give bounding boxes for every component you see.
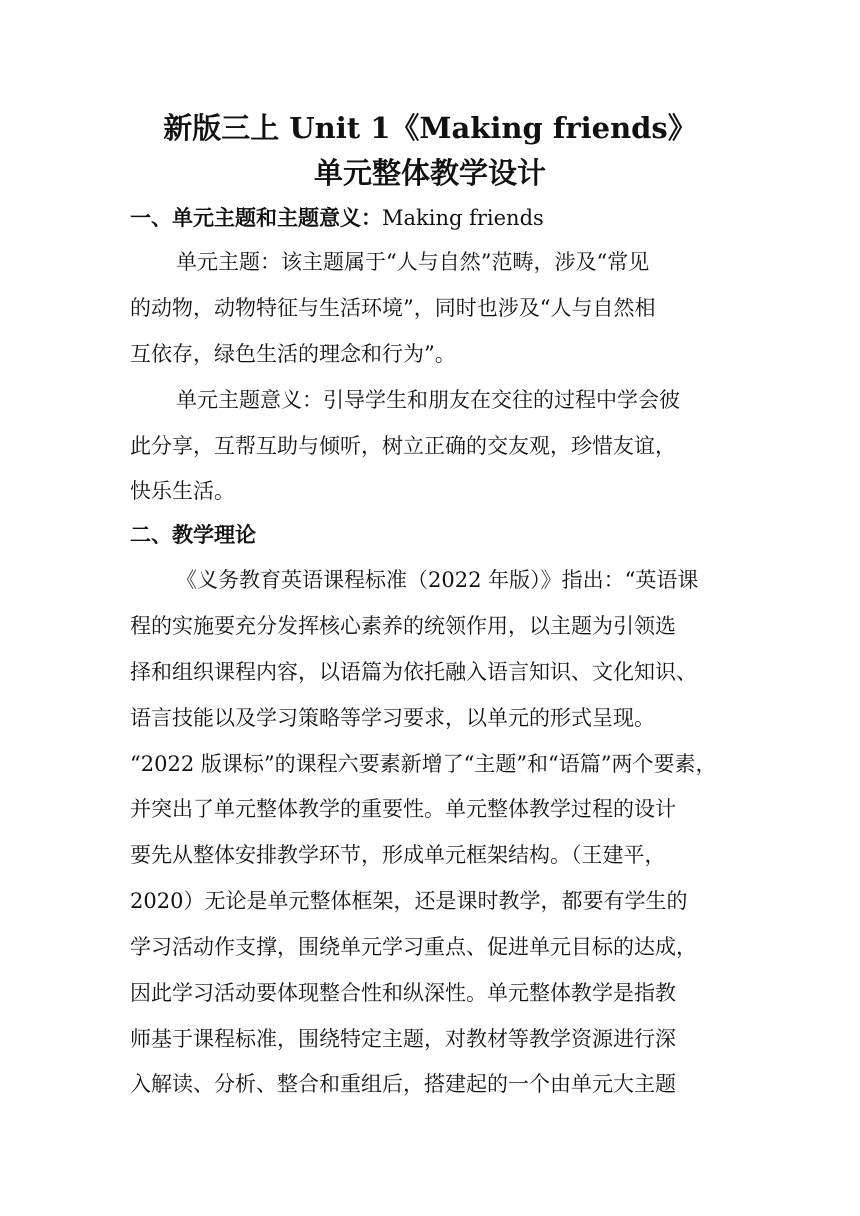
document-title-line-1: 新版三上 Unit 1《Making friends》 bbox=[163, 111, 697, 145]
theory-paragraph-line: 并突出了单元整体教学的重要性。单元整体教学过程的设计 bbox=[130, 797, 676, 821]
document-title-line-2: 单元整体教学设计 bbox=[313, 156, 546, 190]
meaning-paragraph-line: 此分享，互帮互助与倾听，树立正确的交友观，珍惜友谊， bbox=[130, 434, 676, 458]
theme-paragraph-line: 单元主题：该主题属于“人与自然”范畴，涉及“常见 bbox=[176, 250, 650, 274]
theory-paragraph-line: 语言技能以及学习策略等学习要求，以单元的形式呈现。 bbox=[130, 706, 655, 730]
theory-paragraph-line: 《义务教育英语课程标准（2022 年版）》指出：“英语课 bbox=[176, 568, 699, 592]
section-1-heading-theme: Making friends bbox=[382, 206, 544, 230]
section-2-heading: 二、教学理论 bbox=[130, 522, 256, 547]
theme-paragraph-line: 的动物，动物特征与生活环境”，同时也涉及“人与自然相 bbox=[130, 296, 656, 320]
section-1-heading-prefix: 一、单元主题和主题意义： bbox=[130, 205, 382, 230]
theory-paragraph-line: 择和组织课程内容，以语篇为依托融入语言知识、文化知识、 bbox=[130, 660, 697, 684]
section-1-heading bbox=[130, 204, 544, 232]
theory-paragraph-line: 师基于课程标准，围绕特定主题，对教材等教学资源进行深 bbox=[130, 1027, 676, 1051]
theory-paragraph-line: 学习活动作支撑，围绕单元学习重点、促进单元目标的达成， bbox=[130, 935, 697, 959]
theory-paragraph-line: 因此学习活动要体现整合性和纵深性。单元整体教学是指教 bbox=[130, 981, 676, 1005]
meaning-paragraph-line: 单元主题意义：引导学生和朋友在交往的过程中学会彼 bbox=[176, 388, 680, 412]
theory-paragraph-line: 2020）无论是单元整体框架，还是课时教学，都要有学生的 bbox=[130, 889, 688, 913]
theme-paragraph-line: 互依存，绿色生活的理念和行为”。 bbox=[130, 342, 456, 366]
theory-paragraph-line: “2022 版课标”的课程六要素新增了“主题”和“语篇”两个要素， bbox=[130, 752, 717, 776]
meaning-paragraph-line: 快乐生活。 bbox=[130, 479, 235, 503]
theory-paragraph-line: 程的实施要充分发挥核心素养的统领作用，以主题为引领选 bbox=[130, 614, 676, 638]
theory-paragraph-line: 入解读、分析、整合和重组后，搭建起的一个由单元大主题 bbox=[130, 1072, 676, 1096]
theory-paragraph-line: 要先从整体安排教学环节，形成单元框架结构。（王建平， bbox=[130, 843, 666, 867]
